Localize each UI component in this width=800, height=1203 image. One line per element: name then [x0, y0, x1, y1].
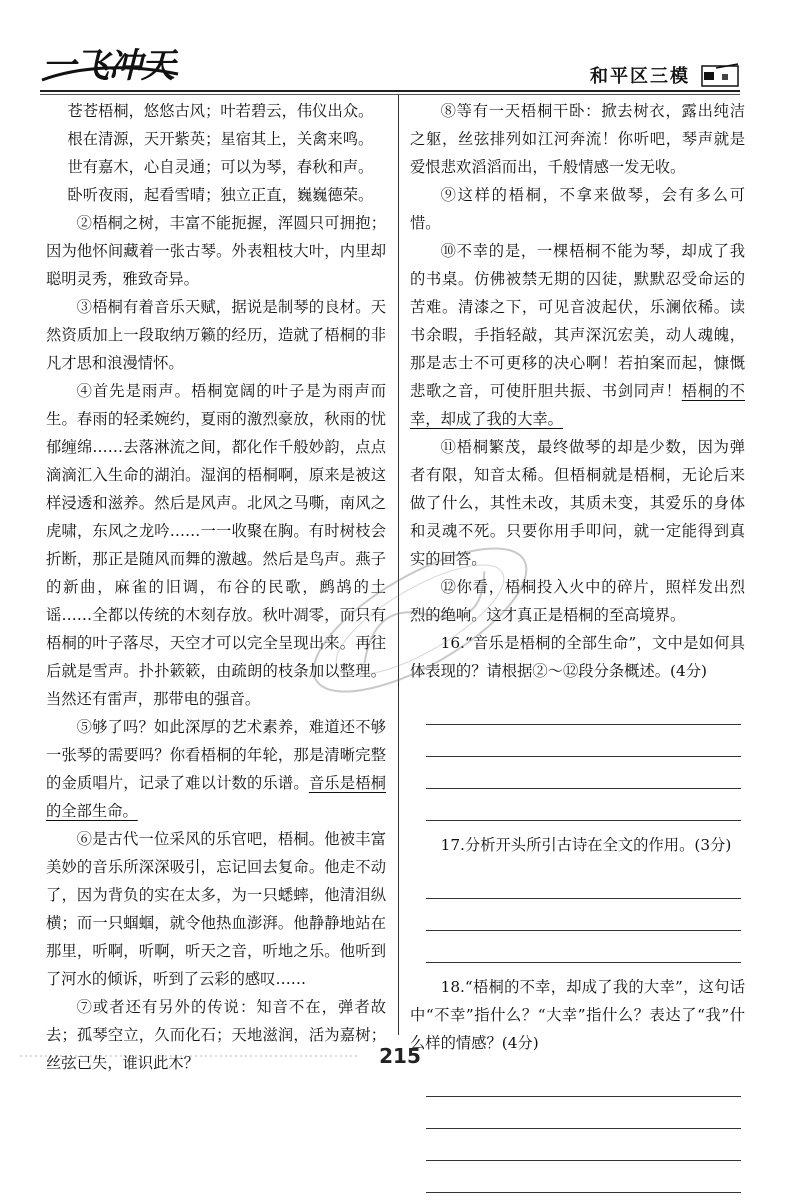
brand-swoosh-icon [40, 60, 180, 86]
question-16: 16.“音乐是梧桐的全部生命”，文中是如何具体表现的？请根据②～⑫段分条概述。(4分) [410, 634, 745, 680]
paragraph-9: ⑨这样的梧桐，不拿来做琴，会有多么可惜。 [410, 186, 745, 232]
poem-line: 苍苍梧桐，悠悠古风；叶若碧云，伟仪出众。 [67, 102, 374, 120]
paragraph-5 [46, 713, 386, 825]
right-column [410, 97, 745, 1203]
answer-line[interactable] [426, 757, 741, 789]
header-rule [40, 90, 740, 92]
question-18: 18.“梧桐的不幸，却成了我的大幸”，这句话中“不幸”指什么？“大幸”指什么？表达了“我”什么样的情感？(4分) [410, 978, 745, 1052]
answer-line[interactable] [426, 1129, 741, 1161]
answer-line[interactable] [426, 931, 741, 963]
answer-area-18[interactable] [426, 1065, 745, 1193]
paragraph-2: ②梧桐之树，丰富不能扼握，浑圆只可拥抱；因为他怀间藏着一张古琴。外表粗枝大叶，内里却聪明灵秀，雅致奇异。 [46, 214, 386, 288]
paragraph-10-text: ⑩不幸的是，一棵梧桐不能为琴，却成了我的书桌。仿佛被禁无期的囚徒，默默忍受命运的苦难。清漆之下，可见音波起伏，乐澜依稀。读书余暇，手指轻敲，其声深沉宏美，动人魂魄，那是志士不可更移的决心啊！若拍案而起，慷慨悲歌之音，可使肝胆共振、书剑同声！ [410, 242, 745, 400]
brand-logo: 一飞冲天 [42, 46, 174, 86]
paragraph-4: ④首先是雨声。梧桐宽阔的叶子是为雨声而生。春雨的轻柔婉约，夏雨的激烈豪放，秋雨的忧郁缠绵……去落淋流之间，都化作千般妙韵，点点滴滴汇入生命的湖泊。湿润的梧桐啊，原来是被这样浸透和滋养。然后是风声。北风之马嘶，南风之虎啸，东风之龙吟……一一收聚在胸。有时树枝会折断，那正是随风而舞的激越。然后是鸟声。燕子的新曲，麻雀的旧调，布谷的民歌，鹧鸪的土谣……全都以传统的木刻存放。秋叶凋零，而只有梧桐的叶子落尽，天空才可以完全呈现出来。再往后就是雪声。扑扑簌簌，由疏朗的枝条加以整理。当然还有雷声，那带电的强音。 [46, 382, 386, 708]
corner-decoration-icon [698, 58, 742, 88]
answer-line[interactable] [426, 725, 741, 757]
paragraph-6: ⑥是古代一位采风的乐官吧，梧桐。他被丰富美妙的音乐所深深吸引，忘记回去复命。他走不动了，因为背负的实在太多，为一只蟋蟀，他清泪纵横；而一只蝈蝈，就令他热血澎湃。他静静地站在那里，听啊，听啊，听天之音，听地之乐。他听到了河水的倾诉，听到了云彩的感叹…… [46, 830, 386, 988]
page-header [0, 0, 800, 95]
answer-area-17[interactable] [426, 867, 745, 963]
paragraph-7: ⑦或者还有另外的传说：知音不在，弹者故去；孤琴空立，久而化石；天地滋润，活为嘉树；丝弦已失，谁识此木？ [46, 998, 386, 1072]
underlined-sentence: 梧桐的不幸，却成了我的大幸。 [410, 382, 745, 428]
paragraph-12: ⑫你看，梧桐投入火中的碎片，照样发出烈烈的绝响。这才真正是梧桐的至高境界。 [410, 578, 745, 624]
paragraph-5-text: ⑤够了吗？如此深厚的艺术素养，难道还不够一张琴的需要吗？你看梧桐的年轮，那是清晰完整的金质唱片，记录了难以计数的乐谱。 [46, 718, 386, 792]
paragraph-10 [410, 237, 745, 433]
exam-label: 和平区三模 [590, 66, 690, 87]
underlined-sentence: 音乐是梧桐的全部生命。 [46, 774, 386, 820]
answer-area-16[interactable] [426, 693, 745, 821]
poem-line: 根在清源，天开紫英；星宿其上，关禽来鸣。 [67, 130, 374, 148]
answer-line[interactable] [426, 1097, 741, 1129]
answer-line[interactable] [426, 1065, 741, 1097]
paragraph-11: ⑪梧桐繁茂，最终做琴的却是少数，因为弹者有限，知音太稀。但梧桐就是梧桐，无论后来做了什么，其性未改，其质未变，其爱乐的身体和灵魂不死。只要你用手叩问，就一定能得到真实的回答。 [410, 438, 745, 568]
answer-line[interactable] [426, 693, 741, 725]
paragraph-8: ⑧等有一天梧桐干卧：掀去树衣，露出纯洁之躯，丝弦排列如江河奔流！你听吧，琴声就是爱恨悲欢滔滔而出，千般情感一发无收。 [410, 102, 745, 176]
answer-line[interactable] [426, 899, 741, 931]
question-17: 17.分析开头所引古诗在全文的作用。(3分) [440, 836, 732, 854]
column-divider [398, 95, 399, 1035]
poem-line: 卧听夜雨，起看雪晴；独立正直，巍巍德荣。 [67, 186, 374, 204]
header-rule-thin [40, 94, 740, 95]
answer-line[interactable] [426, 789, 741, 821]
answer-line[interactable] [426, 867, 741, 899]
page-number: 215 [379, 1044, 421, 1068]
left-column [46, 97, 386, 1077]
poem-line: 世有嘉木，心自灵通；可以为琴，春秋和声。 [67, 158, 374, 176]
paragraph-3: ③梧桐有着音乐天赋，据说是制琴的良材。天然资质加上一段取纳万籁的经历，造就了梧桐的非凡才思和浪漫情怀。 [46, 298, 386, 372]
answer-line[interactable] [426, 1161, 741, 1193]
